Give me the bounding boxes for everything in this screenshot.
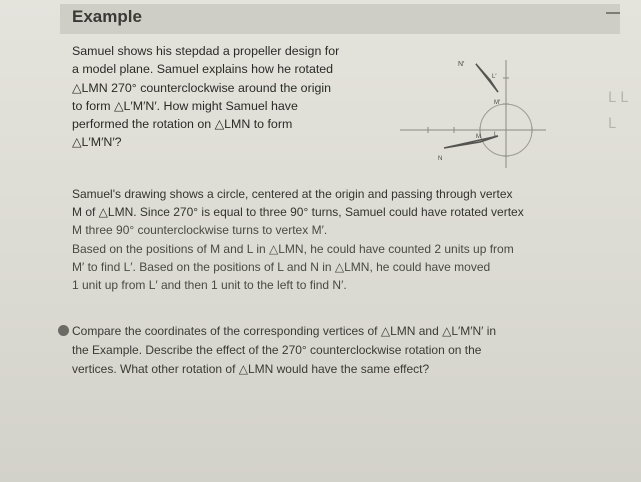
margin-mark: L L <box>608 90 629 106</box>
intro-line: △L′M′N′? <box>72 135 122 150</box>
question-text <box>72 322 632 379</box>
label-n: N <box>438 156 443 162</box>
body-line: Samuel's drawing shows a circle, centered at the origin and passing through vertex <box>72 187 513 201</box>
triangle-preimage <box>444 136 498 148</box>
label-l-prime: L′ <box>492 74 497 80</box>
label-n-prime: N′ <box>458 61 465 68</box>
intro-line: a model plane. Samuel explains how he rotated <box>72 62 334 77</box>
body-line: M of △LMN. Since 270° is equal to three 90° turns, Samuel could have rotated vertex <box>72 205 524 220</box>
example-explanation <box>72 185 632 294</box>
label-m: M <box>476 134 481 140</box>
example-header-band <box>60 4 620 34</box>
page-mark <box>606 12 620 14</box>
body-line: 1 unit up from L′ and then 1 unit to the left to find N′. <box>72 278 347 293</box>
intro-line: Samuel shows his stepdad a propeller design for <box>72 44 340 58</box>
intro-line: performed the rotation on △LMN to form <box>72 117 293 132</box>
rotation-figure <box>398 52 558 172</box>
intro-line: △LMN 270° counterclockwise around the origin <box>72 80 331 95</box>
body-line: M three 90° counterclockwise turns to vertex M′. <box>72 223 328 238</box>
body-line: Based on the positions of M and L in △LMN, he could have counted 2 units up from <box>72 241 514 256</box>
question-line: the Example. Describe the effect of the 270° counterclockwise rotation on the <box>72 343 482 357</box>
question-line: Compare the coordinates of the corresponding vertices of △LMN and △L′M′N′ in <box>72 324 497 338</box>
label-m-prime: M′ <box>494 100 501 106</box>
label-l: L <box>494 132 498 138</box>
body-line: M′ to find L′. Based on the positions of L and N in △LMN, he could have moved <box>72 259 491 274</box>
question-line: vertices. What other rotation of △LMN would have the same effect? <box>72 362 430 376</box>
margin-mark: L <box>608 116 616 132</box>
intro-line: to form △L′M′N′. How might Samuel have <box>72 98 298 113</box>
question-bullet <box>58 325 69 336</box>
example-intro <box>72 42 392 152</box>
example-title: Example <box>72 7 142 26</box>
